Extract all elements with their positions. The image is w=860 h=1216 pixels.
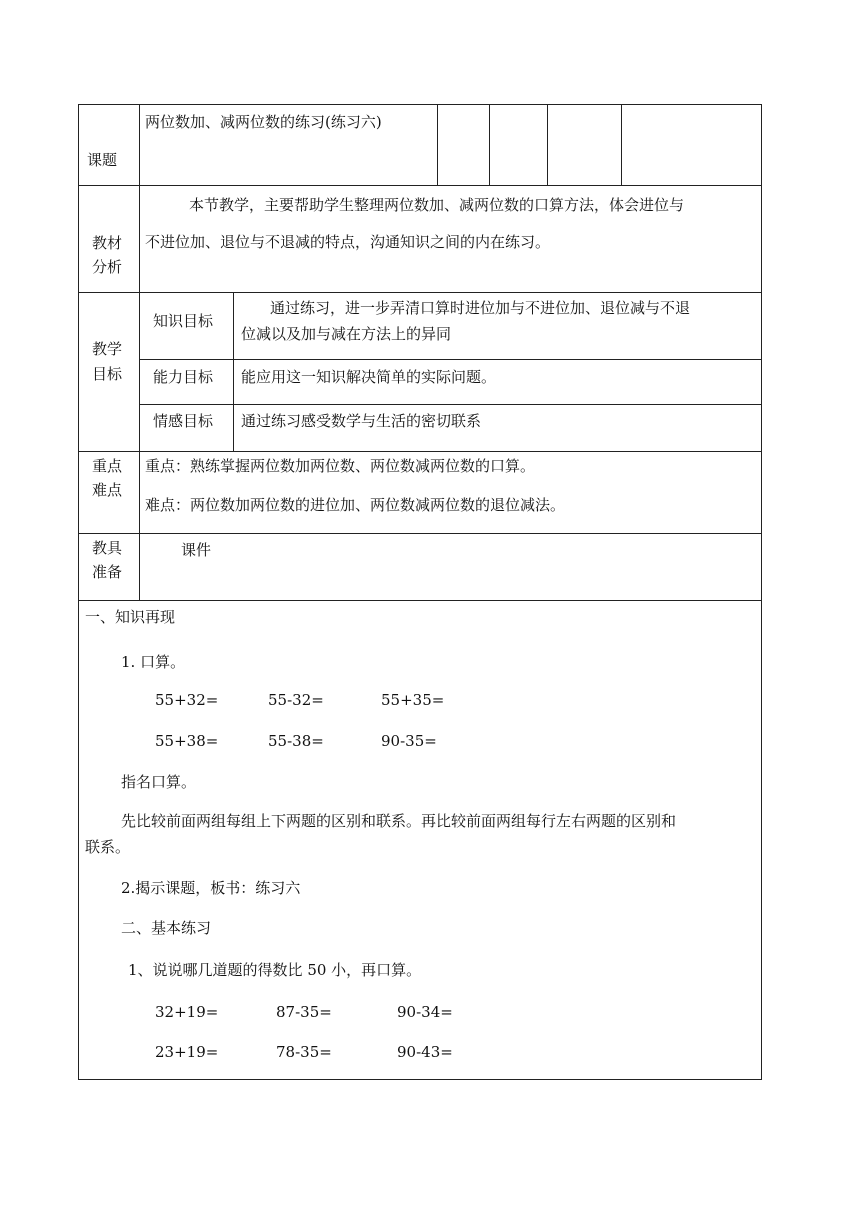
exercise1-text: 1、说说哪几道题的得数比 50 小，再口算。 xyxy=(128,961,422,979)
topic-col-divider-3 xyxy=(547,104,548,185)
material-text-line2: 不进位加、退位与不退减的特点，沟通知识之间的内在练习。 xyxy=(145,233,551,251)
tools-text: 课件 xyxy=(181,541,212,559)
call-name-text: 指名口算。 xyxy=(121,773,197,791)
compare-text-line1: 先比较前面两组每组上下两题的区别和联系。再比较前面两组每行左右两题的区别和 xyxy=(121,812,677,830)
row-divider-4 xyxy=(78,533,762,534)
material-text-line1: 本节教学，主要帮助学生整理两位数加、减两位数的口算方法，体会进位与 xyxy=(189,196,685,214)
goals-label-line2: 目标 xyxy=(92,365,123,383)
calc-row2-item3: 90-35= xyxy=(381,732,437,750)
difficult-point-text: 难点：两位数加两位数的进位加、两位数减两位数的退位减法。 xyxy=(145,496,566,514)
material-label-line2: 分析 xyxy=(92,258,123,276)
ability-goal-label: 能力目标 xyxy=(153,368,214,386)
emotion-goal-text: 通过练习感受数学与生活的密切联系 xyxy=(241,412,482,430)
topic-col-divider-2 xyxy=(489,104,490,185)
knowledge-goal-text-line2: 位减以及加与减在方法上的异同 xyxy=(241,325,452,343)
row-divider-1 xyxy=(78,185,762,186)
table-right-border xyxy=(761,104,762,1079)
row-divider-2 xyxy=(78,292,762,293)
topic-col-divider-1 xyxy=(437,104,438,185)
calc-row4-item2: 78-35= xyxy=(276,1043,332,1061)
tools-label-line2: 准备 xyxy=(92,563,123,581)
table-top-border xyxy=(78,104,762,105)
key-point-text: 重点：熟练掌握两位数加两位数、两位数减两位数的口算。 xyxy=(145,457,536,475)
section1-title: 一、知识再现 xyxy=(85,608,176,626)
goals-subrow-divider-2 xyxy=(139,404,762,405)
step1-oral-calc: 1. 口算。 xyxy=(121,653,186,671)
ability-goal-text: 能应用这一知识解决简单的实际问题。 xyxy=(241,368,497,386)
calc-row1-item1: 55+32= xyxy=(155,691,219,709)
calc-row2-item2: 55-38= xyxy=(268,732,324,750)
material-label-line1: 教材 xyxy=(92,234,123,252)
calc-row2-item1: 55+38= xyxy=(155,732,219,750)
calc-row3-item3: 90-34= xyxy=(397,1003,453,1021)
label-column-divider xyxy=(139,104,140,600)
topic-value: 两位数加、减两位数的练习(练习六) xyxy=(145,113,382,131)
step2-reveal-topic: 2.揭示课题，板书：练习六 xyxy=(121,879,301,897)
section2-title: 二、基本练习 xyxy=(121,919,212,937)
calc-row1-item3: 55+35= xyxy=(381,691,445,709)
row-divider-5 xyxy=(78,600,762,601)
goals-label-line1: 教学 xyxy=(92,340,123,358)
topic-label: 课题 xyxy=(87,151,118,169)
goals-sublabel-divider xyxy=(233,292,234,451)
calc-row3-item1: 32+19= xyxy=(155,1003,219,1021)
calc-row1-item2: 55-32= xyxy=(268,691,324,709)
calc-row3-item2: 87-35= xyxy=(276,1003,332,1021)
calc-row4-item3: 90-43= xyxy=(397,1043,453,1061)
tools-label-line1: 教具 xyxy=(92,539,123,557)
knowledge-goal-label: 知识目标 xyxy=(153,312,214,330)
compare-text-line2: 联系。 xyxy=(85,838,131,856)
row-divider-3 xyxy=(78,451,762,452)
table-bottom-border xyxy=(78,1079,762,1080)
emotion-goal-label: 情感目标 xyxy=(153,412,214,430)
knowledge-goal-text-line1: 通过练习，进一步弄清口算时进位加与不进位加、退位减与不退 xyxy=(270,299,691,317)
topic-col-divider-4 xyxy=(621,104,622,185)
keypoints-label-line1: 重点 xyxy=(92,457,123,475)
goals-subrow-divider-1 xyxy=(139,359,762,360)
keypoints-label-line2: 难点 xyxy=(92,481,123,499)
calc-row4-item1: 23+19= xyxy=(155,1043,219,1061)
table-left-border xyxy=(78,104,79,1079)
